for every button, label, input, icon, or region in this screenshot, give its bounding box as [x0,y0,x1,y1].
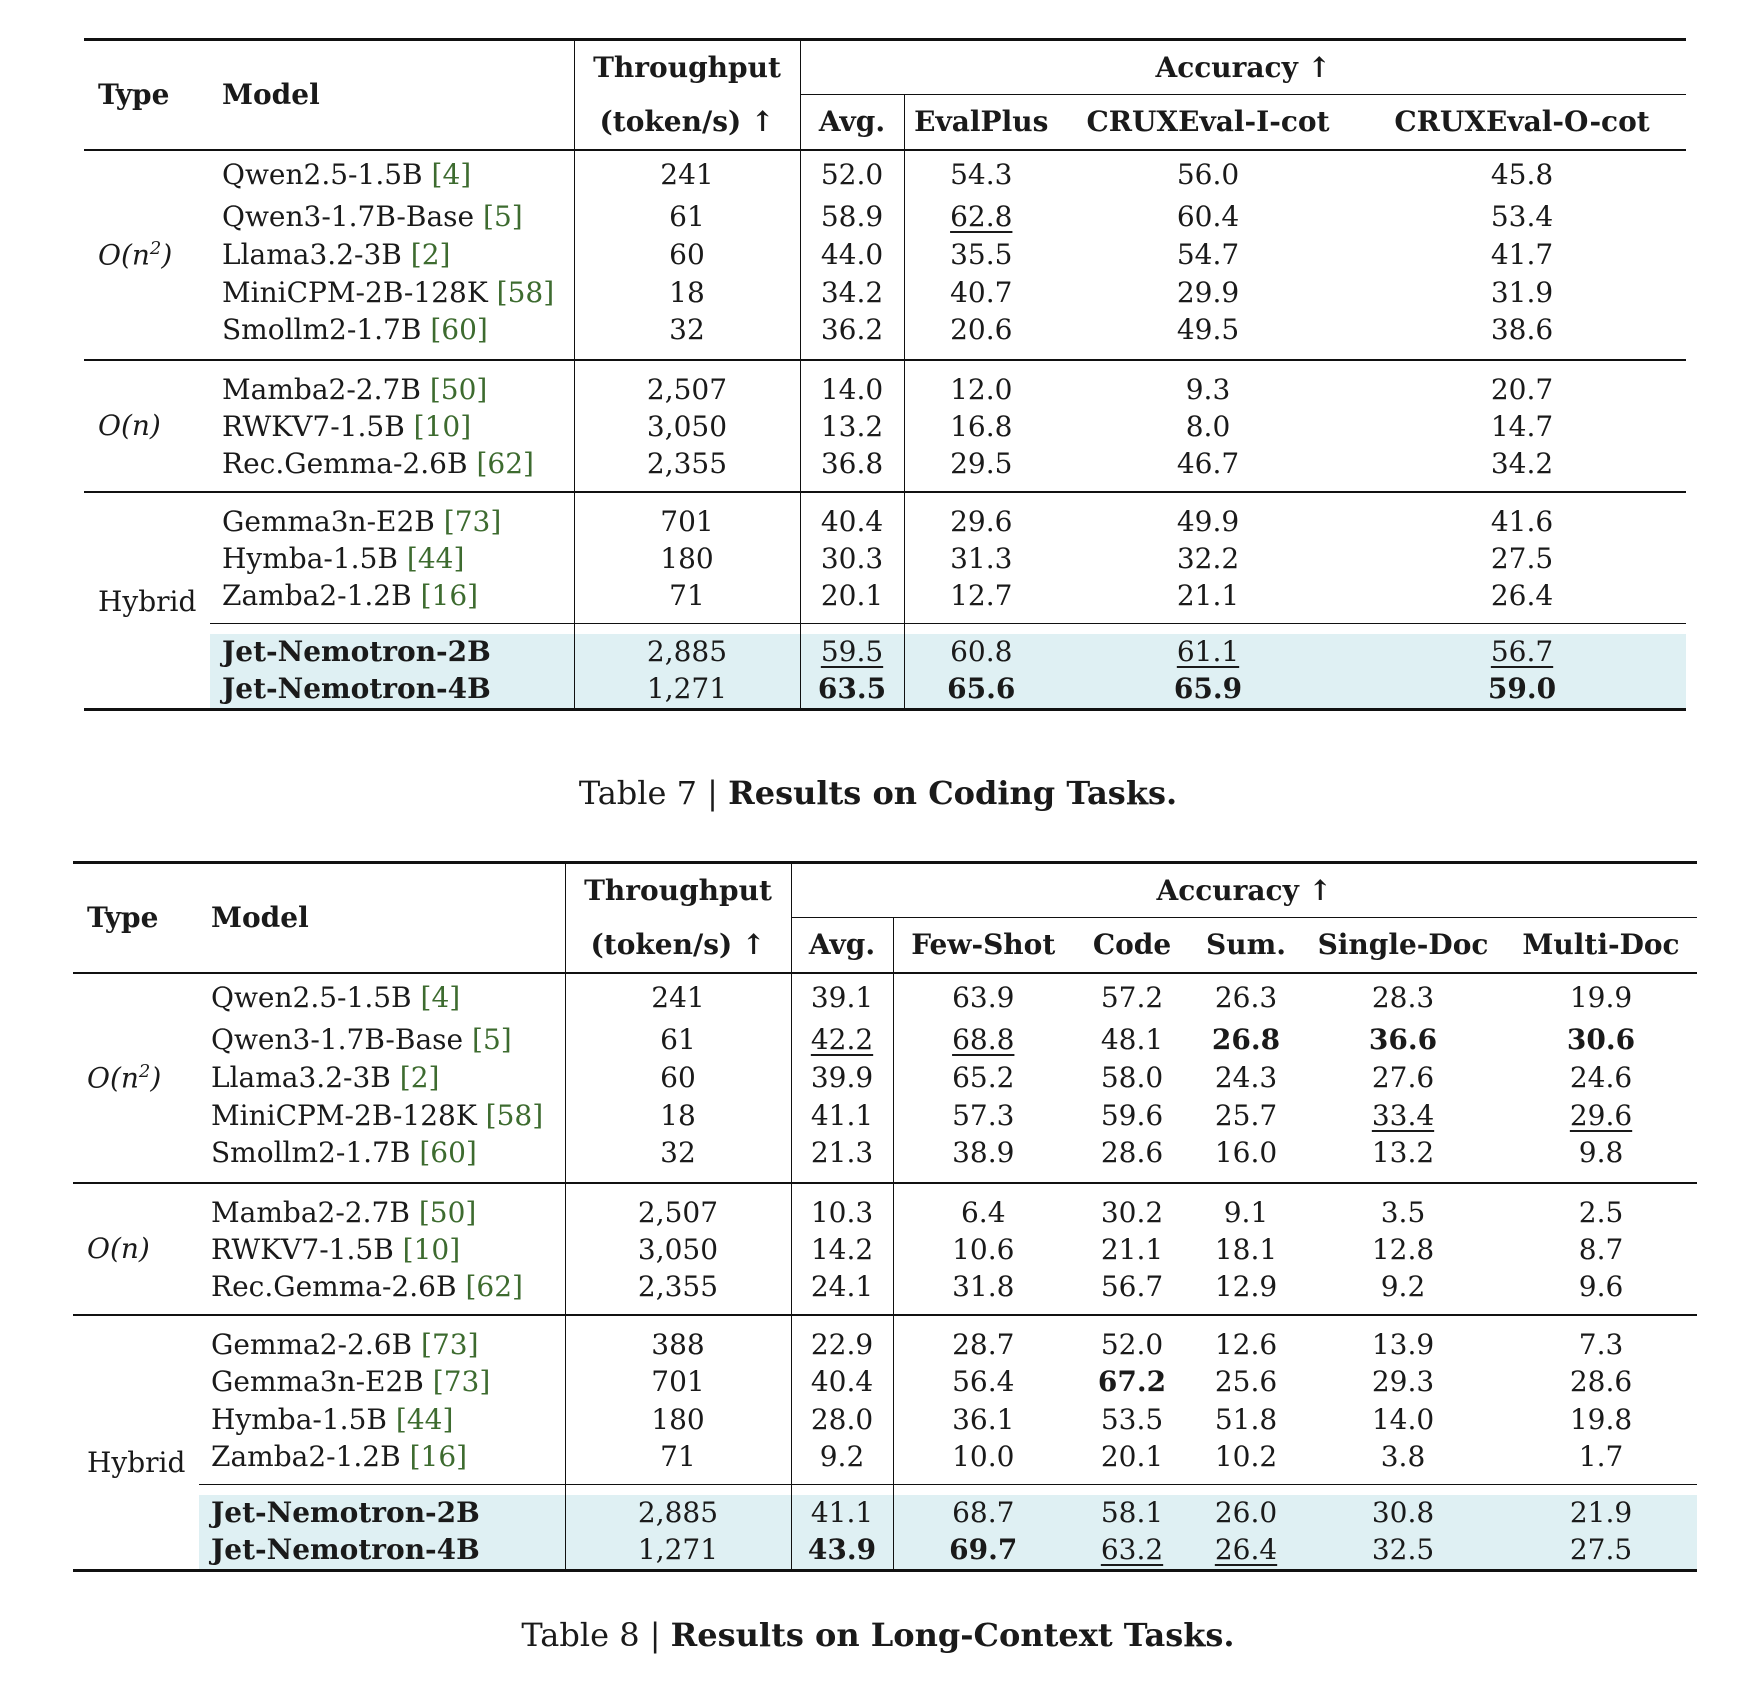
table-8 [73,861,1697,1572]
avg-value: 20.1 [800,578,904,624]
cruxeval-o-value: 41.6 [1358,492,1686,540]
throughput-value: 701 [574,492,800,540]
throughput-value: 2,355 [565,1269,791,1315]
throughput-value: 2,885 [565,1495,791,1531]
model-name: MiniCPM-2B-128K [58] [222,276,555,309]
throughput-value: 32 [574,312,800,360]
avg-value: 59.5 [800,634,904,670]
header-type: Type [84,40,210,150]
table-row [84,540,1686,578]
cruxeval-i-value: 49.5 [1176,312,1240,346]
avg-value: 36.8 [800,446,904,492]
sum-value: 9.1 [1191,1183,1301,1231]
code-value: 21.1 [1100,1233,1164,1266]
code-value: 20.1 [1100,1439,1164,1473]
caption-label: Table 7 | [578,774,718,812]
model-name: MiniCPM-2B-128K [58] [211,1099,544,1132]
multi-doc-value: 28.6 [1569,1365,1633,1398]
caption-title: Results on Long-Context Tasks. [670,1616,1235,1654]
header-few-shot: Few-Shot [893,918,1073,973]
evalplus-value: 40.7 [904,274,1058,312]
table-row [84,360,1686,408]
table-row [84,198,1686,236]
sum-value: 51.8 [1214,1403,1278,1436]
throughput-value: 241 [574,150,800,198]
evalplus-value: 16.8 [904,408,1058,446]
avg-value: 42.2 [791,1021,893,1059]
cruxeval-i-value: 9.3 [1058,360,1358,408]
sum-value: 12.9 [1214,1269,1278,1303]
code-value: 58.0 [1100,1061,1164,1094]
multi-doc-value: 24.6 [1569,1061,1633,1094]
avg-value: 43.9 [791,1531,893,1571]
few-shot-value: 57.3 [893,1097,1073,1135]
table-row [84,492,1686,540]
cruxeval-i-value: 49.9 [1058,492,1358,540]
avg-value: 22.9 [791,1315,893,1363]
cruxeval-o-value: 38.6 [1490,312,1554,346]
throughput-value: 71 [565,1439,791,1485]
single-doc-value: 33.4 [1371,1099,1435,1132]
avg-value: 52.0 [800,150,904,198]
cruxeval-o-value: 34.2 [1490,446,1554,480]
cruxeval-i-value: 56.0 [1058,150,1358,198]
cruxeval-i-value: 32.2 [1176,542,1240,575]
model-name: Gemma3n-E2B [73] [211,1365,491,1398]
multi-doc-value: 19.9 [1505,973,1697,1021]
code-value: 67.2 [1097,1365,1167,1398]
multi-doc-value: 21.9 [1505,1495,1697,1531]
few-shot-value: 10.6 [893,1231,1073,1269]
table-row-highlight [73,1495,1697,1531]
header-model: Model [199,863,565,973]
throughput-value: 2,507 [574,360,800,408]
cruxeval-i-value: 54.7 [1176,238,1240,271]
model-name: Gemma2-2.6B [73] [199,1315,565,1363]
table-row [73,1269,1697,1315]
table-row [73,1363,1697,1401]
avg-value: 28.0 [791,1401,893,1439]
throughput-value: 1,271 [565,1531,791,1571]
multi-doc-value: 29.6 [1569,1099,1633,1132]
sum-value: 10.2 [1214,1439,1278,1473]
sum-value: 25.6 [1214,1365,1278,1398]
sum-value: 26.3 [1191,973,1301,1021]
code-value: 48.1 [1100,1023,1164,1056]
cruxeval-o-value: 20.7 [1358,360,1686,408]
header-accuracy: Accuracy ↑ [791,863,1697,918]
evalplus-value: 12.0 [904,360,1058,408]
avg-value: 36.2 [800,312,904,360]
multi-doc-value: 30.6 [1566,1023,1636,1056]
throughput-value: 2,507 [565,1183,791,1231]
evalplus-value: 54.3 [904,150,1058,198]
table-row [73,1231,1697,1269]
cruxeval-o-value: 53.4 [1490,200,1554,233]
table-row [84,150,1686,198]
avg-value: 40.4 [791,1363,893,1401]
throughput-value: 701 [565,1363,791,1401]
table-row-highlight [84,670,1686,710]
cruxeval-o-value: 59.0 [1358,670,1686,710]
type-on2: $O(n^2)$ [73,973,199,1183]
cruxeval-i-value: 60.4 [1176,200,1240,233]
header-multi-doc: Multi-Doc [1522,928,1680,962]
few-shot-value: 63.9 [893,973,1073,1021]
single-doc-value: 3.5 [1301,1183,1505,1231]
table-row-highlight [73,1531,1697,1571]
avg-value: 39.9 [791,1059,893,1097]
multi-doc-value: 19.8 [1569,1403,1633,1436]
table-row [84,312,1686,360]
header-avg: Avg. [791,918,893,973]
cruxeval-i-value: 61.1 [1058,634,1358,670]
throughput-value: 241 [565,973,791,1021]
table-8-caption [0,1616,1756,1654]
model-name: Mamba2-2.7B [50] [199,1183,565,1231]
avg-value: 24.1 [791,1269,893,1315]
few-shot-value: 36.1 [893,1401,1073,1439]
header-single-doc: Single-Doc [1317,928,1489,962]
model-name: Jet-Nemotron-4B [199,1531,565,1571]
caption-label: Table 8 | [521,1616,661,1654]
code-value: 53.5 [1100,1403,1164,1436]
caption-title: Results on Coding Tasks. [728,774,1178,812]
table-row [73,1097,1697,1135]
few-shot-value: 31.8 [893,1269,1073,1315]
table-row [73,1135,1697,1183]
few-shot-value: 10.0 [893,1439,1073,1485]
code-value: 58.1 [1073,1495,1191,1531]
single-doc-value: 30.8 [1301,1495,1505,1531]
evalplus-value: 29.5 [904,446,1058,492]
type-hybrid: Hybrid [73,1315,199,1485]
throughput-value: 3,050 [565,1231,791,1269]
cruxeval-o-value: 56.7 [1358,634,1686,670]
table-row [84,408,1686,446]
throughput-value: 388 [565,1315,791,1363]
avg-value: 30.3 [800,540,904,578]
model-name: Gemma3n-E2B [73] [210,492,574,540]
cruxeval-o-value: 31.9 [1490,276,1554,309]
throughput-value: 61 [574,198,800,236]
sum-value: 25.7 [1214,1099,1278,1132]
avg-value: 14.0 [800,360,904,408]
avg-value: 63.5 [800,670,904,710]
header-accuracy: Accuracy ↑ [800,40,1686,95]
table-row [73,1439,1697,1485]
table-row [73,1315,1697,1363]
code-value: 56.7 [1100,1269,1164,1303]
evalplus-value: 31.3 [904,540,1058,578]
avg-value: 58.9 [800,198,904,236]
few-shot-value: 68.8 [893,1021,1073,1059]
single-doc-value: 27.6 [1371,1061,1435,1094]
code-value: 59.6 [1100,1099,1164,1132]
type-on: O(n) [73,1183,199,1315]
cruxeval-i-value: 46.7 [1176,446,1240,480]
few-shot-value: 65.2 [893,1059,1073,1097]
table-row [73,1401,1697,1439]
sum-value: 18.1 [1214,1233,1278,1266]
throughput-value: 2,885 [574,634,800,670]
cruxeval-o-value: 26.4 [1490,578,1554,612]
cruxeval-o-value: 14.7 [1490,410,1554,443]
spacer-row [84,624,1686,634]
cruxeval-i-value: 65.9 [1058,670,1358,710]
single-doc-value: 14.0 [1371,1403,1435,1436]
throughput-value: 180 [574,540,800,578]
table-7-caption [0,774,1756,812]
table-row [84,446,1686,492]
cruxeval-o-value: 41.7 [1490,238,1554,271]
spacer-row [73,1485,1697,1495]
evalplus-value: 60.8 [904,634,1058,670]
type-on2: $O(n^2)$ [84,150,210,360]
avg-value: 39.1 [791,973,893,1021]
evalplus-value: 20.6 [904,312,1058,360]
model-name: Llama3.2-3B [2] [211,1061,440,1094]
header-model: Model [210,40,574,150]
multi-doc-value: 9.8 [1578,1135,1624,1169]
avg-value: 44.0 [800,236,904,274]
avg-value: 41.1 [791,1097,893,1135]
cruxeval-i-value: 8.0 [1185,410,1231,443]
code-value: 30.2 [1073,1183,1191,1231]
header-throughput-unit: (token/s) ↑ [565,918,791,973]
single-doc-value: 3.8 [1380,1439,1426,1473]
evalplus-value: 12.7 [904,578,1058,624]
few-shot-value: 56.4 [893,1363,1073,1401]
model-name: Qwen3-1.7B-Base [5] [222,200,523,233]
single-doc-value: 32.5 [1301,1531,1505,1571]
code-value: 57.2 [1073,973,1191,1021]
model-name: Hymba-1.5B [44] [222,542,465,575]
model-name: Qwen2.5-1.5B [4] [210,150,574,198]
type-on: O(n) [84,360,210,492]
throughput-value: 32 [565,1135,791,1183]
throughput-value: 60 [565,1059,791,1097]
evalplus-value: 62.8 [904,198,1058,236]
cruxeval-i-value: 29.9 [1176,276,1240,309]
few-shot-value: 6.4 [893,1183,1073,1231]
table-row [73,973,1697,1021]
avg-value: 14.2 [791,1231,893,1269]
evalplus-value: 35.5 [904,236,1058,274]
table-row [73,1021,1697,1059]
model-name: Rec.Gemma-2.6B [62] [211,1269,523,1303]
avg-value: 10.3 [791,1183,893,1231]
multi-doc-value: 1.7 [1578,1439,1624,1473]
header-throughput-unit: (token/s) ↑ [574,95,800,150]
table-row-highlight [84,634,1686,670]
table-7 [84,38,1686,711]
sum-value: 12.6 [1191,1315,1301,1363]
model-name: Jet-Nemotron-4B [210,670,574,710]
throughput-value: 180 [565,1401,791,1439]
throughput-value: 60 [574,236,800,274]
multi-doc-value: 9.6 [1578,1269,1624,1303]
few-shot-value: 38.9 [893,1135,1073,1183]
few-shot-value: 28.7 [893,1315,1073,1363]
throughput-value: 61 [565,1021,791,1059]
model-name: RWKV7-1.5B [10] [222,410,472,443]
model-name: Jet-Nemotron-2B [210,634,574,670]
table-row [84,578,1686,624]
avg-value: 9.2 [791,1439,893,1485]
model-name: Mamba2-2.7B [50] [210,360,574,408]
table-row [73,1059,1697,1097]
sum-value: 26.8 [1211,1023,1281,1056]
model-name: Jet-Nemotron-2B [199,1495,565,1531]
throughput-value: 3,050 [574,408,800,446]
model-name: Zamba2-1.2B [16] [222,578,479,612]
multi-doc-value: 7.3 [1505,1315,1697,1363]
header-avg: Avg. [800,95,904,150]
sum-value: 24.3 [1214,1061,1278,1094]
sum-value: 26.0 [1191,1495,1301,1531]
header-throughput: Throughput [565,863,791,918]
code-value: 63.2 [1073,1531,1191,1571]
evalplus-value: 29.6 [904,492,1058,540]
type-hybrid: Hybrid [84,492,210,624]
table-row [84,274,1686,312]
single-doc-value: 12.8 [1371,1233,1435,1266]
single-doc-value: 29.3 [1371,1365,1435,1398]
table-row [73,1183,1697,1231]
model-name: RWKV7-1.5B [10] [211,1233,461,1266]
header-throughput: Throughput [574,40,800,95]
code-value: 28.6 [1100,1135,1164,1169]
avg-value: 41.1 [791,1495,893,1531]
code-value: 52.0 [1073,1315,1191,1363]
throughput-value: 1,271 [574,670,800,710]
model-name: Rec.Gemma-2.6B [62] [222,446,534,480]
throughput-value: 2,355 [574,446,800,492]
throughput-value: 18 [574,274,800,312]
sum-value: 26.4 [1191,1531,1301,1571]
model-name: Smollm2-1.7B [60] [211,1135,477,1169]
throughput-value: 71 [574,578,800,624]
multi-doc-value: 27.5 [1505,1531,1697,1571]
cruxeval-i-value: 21.1 [1176,578,1240,612]
single-doc-value: 9.2 [1380,1269,1426,1303]
header-type: Type [73,863,199,973]
model-name: Qwen3-1.7B-Base [5] [211,1023,512,1056]
avg-value: 21.3 [791,1135,893,1183]
header-evalplus: EvalPlus [904,95,1058,150]
table-row [84,236,1686,274]
sum-value: 16.0 [1214,1135,1278,1169]
model-name: Hymba-1.5B [44] [211,1403,454,1436]
header-cruxeval-i: CRUXEval-I-cot [1086,105,1330,139]
cruxeval-o-value: 27.5 [1490,542,1554,575]
model-name: Zamba2-1.2B [16] [211,1439,468,1473]
model-name: Qwen2.5-1.5B [4] [199,973,565,1021]
header-cruxeval-o: CRUXEval-O-cot [1394,105,1650,139]
header-code: Code [1092,928,1172,962]
single-doc-value: 36.6 [1368,1023,1438,1056]
single-doc-value: 13.9 [1301,1315,1505,1363]
multi-doc-value: 2.5 [1505,1183,1697,1231]
single-doc-value: 13.2 [1371,1135,1435,1169]
avg-value: 13.2 [800,408,904,446]
avg-value: 34.2 [800,274,904,312]
model-name: Llama3.2-3B [2] [222,238,451,271]
evalplus-value: 65.6 [904,670,1058,710]
throughput-value: 18 [565,1097,791,1135]
avg-value: 40.4 [800,492,904,540]
few-shot-value: 69.7 [893,1531,1073,1571]
header-sum: Sum. [1206,928,1286,962]
single-doc-value: 28.3 [1301,973,1505,1021]
model-name: Smollm2-1.7B [60] [222,312,488,346]
multi-doc-value: 8.7 [1578,1233,1624,1266]
few-shot-value: 68.7 [893,1495,1073,1531]
cruxeval-o-value: 45.8 [1358,150,1686,198]
